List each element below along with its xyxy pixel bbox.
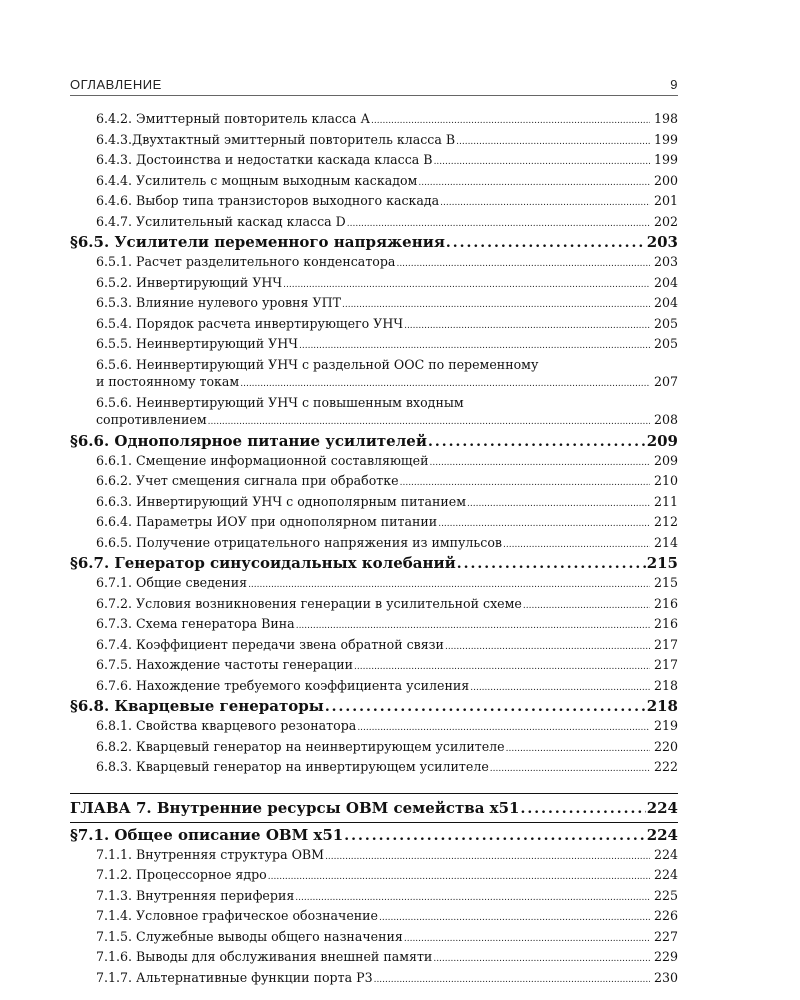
toc-entry[interactable] — [70, 452, 678, 473]
toc-entry-title: 7.1.7. Альтернативные функции порта Р3 — [96, 969, 373, 985]
toc-page-number: 218 — [646, 697, 678, 715]
toc-section-heading[interactable] — [70, 233, 678, 253]
toc-entry[interactable] — [70, 928, 678, 949]
toc-page-number: 227 — [653, 928, 678, 944]
toc-entry-title: 6.6.2. Учет смещения сигнала при обработке — [96, 473, 399, 488]
toc-entry-title: 6.5.1. Расчет разделительного конденсатора — [96, 254, 396, 269]
dot-leader — [523, 595, 650, 616]
dot-leader — [357, 717, 650, 738]
toc-entry-first-line: 6.5.6. Неинвертирующий УНЧ с повышенным входным — [96, 394, 464, 410]
toc-entry-title: §6.7. Генератор синусоидальных колебаний — [70, 554, 456, 572]
toc-page-number: 222 — [653, 759, 678, 774]
dot-leader — [400, 472, 650, 493]
toc-entry-title: 6.5.5. Неинвертирующий УНЧ — [96, 336, 298, 351]
toc-entry-title: ГЛАВА 7. Внутренние ресурсы ОВМ семейства х51 — [70, 798, 520, 817]
dot-leader — [248, 574, 650, 595]
toc-page-number: 215 — [653, 575, 678, 590]
toc-entry[interactable] — [70, 907, 678, 928]
toc-entry-title: 6.4.7. Усилительный каскад класса D — [96, 213, 346, 229]
toc-entry-title: 6.7.3. Схема генератора Вина — [96, 616, 295, 631]
toc-entry-title: 6.6.5. Получение отрицательного напряжения из импульсов — [96, 534, 503, 550]
toc-page-number: 225 — [653, 887, 678, 903]
dot-leader — [467, 493, 650, 514]
toc-page-number: 218 — [653, 677, 678, 693]
dot-leader — [268, 866, 650, 887]
toc-page-number: 212 — [653, 514, 678, 529]
toc-entry-title: 6.7.2. Условия возникновения генерации в усилительной схеме — [96, 595, 522, 611]
toc-entry-title: 7.1.3. Внутренняя периферия — [96, 887, 295, 903]
toc-entry-title: 6.4.6. Выбор типа транзисторов выходного каскада — [96, 193, 440, 208]
toc-entry[interactable] — [70, 253, 678, 274]
toc-entry-title: §7.1. Общее описание ОВМ х51 — [70, 825, 344, 844]
page-number: 9 — [670, 77, 678, 92]
toc-page-number: 209 — [653, 452, 678, 468]
dot-leader — [371, 110, 650, 131]
toc-page-number: 215 — [646, 554, 678, 572]
toc-page-number: 216 — [653, 595, 678, 611]
toc-entry[interactable] — [70, 887, 678, 908]
dot-leader — [299, 335, 650, 356]
toc-entry-title: 6.7.6. Нахождение требуемого коэффициента усиления — [96, 677, 470, 693]
dot-leader — [506, 738, 650, 759]
toc-entry-title: 6.7.4. Коэффициент передачи звена обратной связи — [96, 636, 444, 652]
toc-entry-title: 7.1.2. Процессорное ядро — [96, 867, 267, 882]
dot-leader — [379, 907, 650, 928]
dot-leader — [456, 131, 650, 152]
toc-entry[interactable] — [70, 151, 678, 172]
toc-entry[interactable] — [70, 948, 678, 969]
dot-leader — [434, 151, 650, 172]
toc-page-number: 210 — [653, 473, 678, 488]
dot-leader — [433, 948, 650, 969]
toc-page-number: 224 — [646, 798, 678, 817]
dot-leader — [344, 826, 645, 846]
toc-entry[interactable] — [70, 274, 678, 295]
dot-leader — [296, 615, 650, 636]
dot-leader — [457, 554, 646, 574]
toc-section — [70, 432, 678, 555]
toc-page-number: 200 — [653, 172, 678, 188]
running-header-title: ОГЛАВЛЕНИЕ — [70, 77, 162, 92]
toc-page-number: 199 — [653, 152, 678, 167]
dot-leader — [430, 452, 651, 473]
toc-page-number: 204 — [653, 295, 678, 310]
toc-entry[interactable] — [70, 213, 678, 234]
toc-entry-title: 6.4.4. Усилитель с мощным выходным каскадом — [96, 172, 418, 188]
toc-page-number: 219 — [653, 718, 678, 733]
toc-chapter-block — [70, 793, 678, 990]
toc-page-number: 201 — [653, 193, 678, 208]
toc-entry[interactable] — [70, 472, 678, 493]
toc-entry[interactable] — [70, 758, 678, 779]
toc-section-heading[interactable] — [70, 697, 678, 717]
dot-leader — [354, 656, 650, 677]
toc-entry-title: и постоянному токам — [96, 374, 240, 389]
toc-entry-title: 6.6.3. Инвертирующий УНЧ с однополярным питанием — [96, 493, 467, 509]
toc-page-number: 214 — [653, 534, 678, 550]
dot-leader — [295, 887, 650, 908]
toc-page-number: 224 — [653, 867, 678, 882]
toc-page-number: 198 — [653, 111, 678, 126]
toc-entry-title: 6.5.2. Инвертирующий УНЧ — [96, 274, 283, 290]
toc-entry-title: §6.5. Усилители переменного напряжения — [70, 233, 445, 251]
dot-leader — [470, 677, 650, 698]
dot-leader — [374, 969, 650, 990]
toc-entry[interactable] — [70, 294, 678, 315]
running-header — [70, 77, 678, 95]
dot-leader — [325, 697, 646, 717]
toc-entry-title: 6.4.3. Достоинства и недостатки каскада класса В — [96, 152, 433, 167]
toc-entry-title: 6.6.1. Смещение информационной составляющей — [96, 452, 429, 468]
chapter-rule-top — [70, 793, 678, 794]
dot-leader — [446, 233, 646, 253]
toc-entry[interactable] — [70, 373, 678, 394]
toc-section-heading[interactable] — [70, 432, 678, 452]
toc-page-number: 207 — [653, 374, 678, 389]
toc-entry-first-line: 6.5.6. Неинвертирующий УНЧ с раздельной ООС по переменному — [96, 356, 539, 372]
dot-leader — [240, 373, 650, 394]
toc-entry[interactable] — [70, 131, 678, 152]
toc-entry-title: 6.5.3. Влияние нулевого уровня УПТ — [96, 295, 341, 310]
toc-entry[interactable] — [70, 411, 678, 432]
toc-page-number: 217 — [653, 636, 678, 652]
dot-leader — [325, 846, 650, 867]
toc-entry-title: 6.8.2. Кварцевый генератор на неинвертирующем усилителе — [96, 738, 505, 754]
dot-leader — [445, 636, 650, 657]
dot-leader — [438, 513, 650, 534]
toc-entry[interactable] — [70, 738, 678, 759]
dot-leader — [404, 315, 650, 336]
toc-entry[interactable] — [70, 656, 678, 677]
dot-leader — [347, 213, 650, 234]
toc-entry[interactable] — [70, 335, 678, 356]
toc-page-number: 220 — [653, 738, 678, 754]
toc-chapter-heading[interactable] — [70, 797, 678, 820]
toc-entry[interactable] — [70, 969, 678, 990]
toc-entry[interactable] — [70, 110, 678, 131]
dot-leader — [208, 411, 650, 432]
toc-entry[interactable] — [70, 574, 678, 595]
dot-leader — [283, 274, 650, 295]
toc-section-heading[interactable] — [70, 554, 678, 574]
toc-page-number: 224 — [646, 825, 678, 844]
toc-entry[interactable] — [70, 513, 678, 534]
dot-leader — [520, 797, 645, 820]
toc-page-number: 216 — [653, 616, 678, 631]
toc-page-number: 230 — [653, 969, 678, 985]
toc-entry-title: 7.1.4. Условное графическое обозначение — [96, 908, 379, 923]
toc-page-number: 208 — [653, 412, 678, 427]
toc-entry[interactable] — [70, 315, 678, 336]
toc-page-number: 224 — [653, 846, 678, 862]
toc-entry[interactable] — [70, 717, 678, 738]
dot-leader — [490, 758, 650, 779]
toc-entry[interactable] — [70, 677, 678, 698]
toc-page-number: 203 — [646, 233, 678, 251]
toc-entry[interactable] — [70, 192, 678, 213]
toc-section — [70, 110, 678, 233]
dot-leader — [440, 192, 650, 213]
toc-entry-title: 6.8.1. Свойства кварцевого резонатора — [96, 718, 357, 733]
toc-entry[interactable] — [70, 172, 678, 193]
toc-entry-title: 6.7.5. Нахождение частоты генерации — [96, 657, 354, 672]
toc-entry[interactable] — [70, 595, 678, 616]
table-of-contents — [70, 110, 678, 989]
toc-page-number: 211 — [653, 493, 678, 509]
toc-entry[interactable] — [70, 866, 678, 887]
toc-section-heading[interactable] — [70, 826, 678, 846]
dot-leader — [418, 172, 650, 193]
toc-entry-title: §6.6. Однополярное питание усилителей — [70, 431, 427, 450]
toc-page-number: 204 — [653, 274, 678, 290]
toc-entry-title: 6.4.3.Двухтактный эмиттерный повторитель класса В — [96, 131, 456, 147]
dot-leader — [428, 432, 646, 452]
toc-entry-title: 7.1.1. Внутренняя структура ОВМ — [96, 846, 325, 862]
toc-entry-title: 6.7.1. Общие сведения — [96, 575, 248, 590]
toc-page-number: 205 — [653, 336, 678, 351]
toc-entry-title: 6.6.4. Параметры ИОУ при однополярном питании — [96, 514, 438, 529]
toc-page-number: 217 — [653, 657, 678, 672]
chapter-rule-bottom — [70, 822, 678, 823]
toc-page-number: 203 — [653, 254, 678, 269]
toc-entry-title: 6.5.4. Порядок расчета инвертирующего УНЧ — [96, 315, 404, 331]
toc-section — [70, 697, 678, 779]
toc-page-number: 205 — [653, 315, 678, 331]
toc-section — [70, 233, 678, 432]
dot-leader — [396, 253, 650, 274]
toc-entry-title: 7.1.5. Служебные выводы общего назначения — [96, 928, 403, 944]
header-rule — [70, 95, 678, 96]
toc-page-number: 209 — [646, 431, 678, 450]
dot-leader — [404, 928, 650, 949]
toc-entry[interactable] — [70, 615, 678, 636]
dot-leader — [342, 294, 650, 315]
toc-entry-title: 6.4.2. Эмиттерный повторитель класса А — [96, 111, 371, 126]
toc-page-number: 202 — [653, 213, 678, 229]
toc-entry[interactable] — [70, 493, 678, 514]
toc-section — [70, 554, 678, 697]
toc-entry-title: 6.8.3. Кварцевый генератор на инвертирующем усилителе — [96, 759, 489, 774]
toc-entry[interactable] — [70, 846, 678, 867]
toc-entry-title: 7.1.6. Выводы для обслуживания внешней памяти — [96, 949, 433, 964]
toc-entry[interactable] — [70, 534, 678, 555]
dot-leader — [503, 534, 650, 555]
toc-entry-title: §6.8. Кварцевые генераторы — [70, 697, 324, 715]
toc-entry-title: сопротивлением — [96, 412, 207, 427]
toc-entry[interactable] — [70, 636, 678, 657]
toc-page-number: 199 — [653, 131, 678, 147]
toc-page-number: 229 — [653, 949, 678, 964]
toc-page-number: 226 — [653, 908, 678, 923]
